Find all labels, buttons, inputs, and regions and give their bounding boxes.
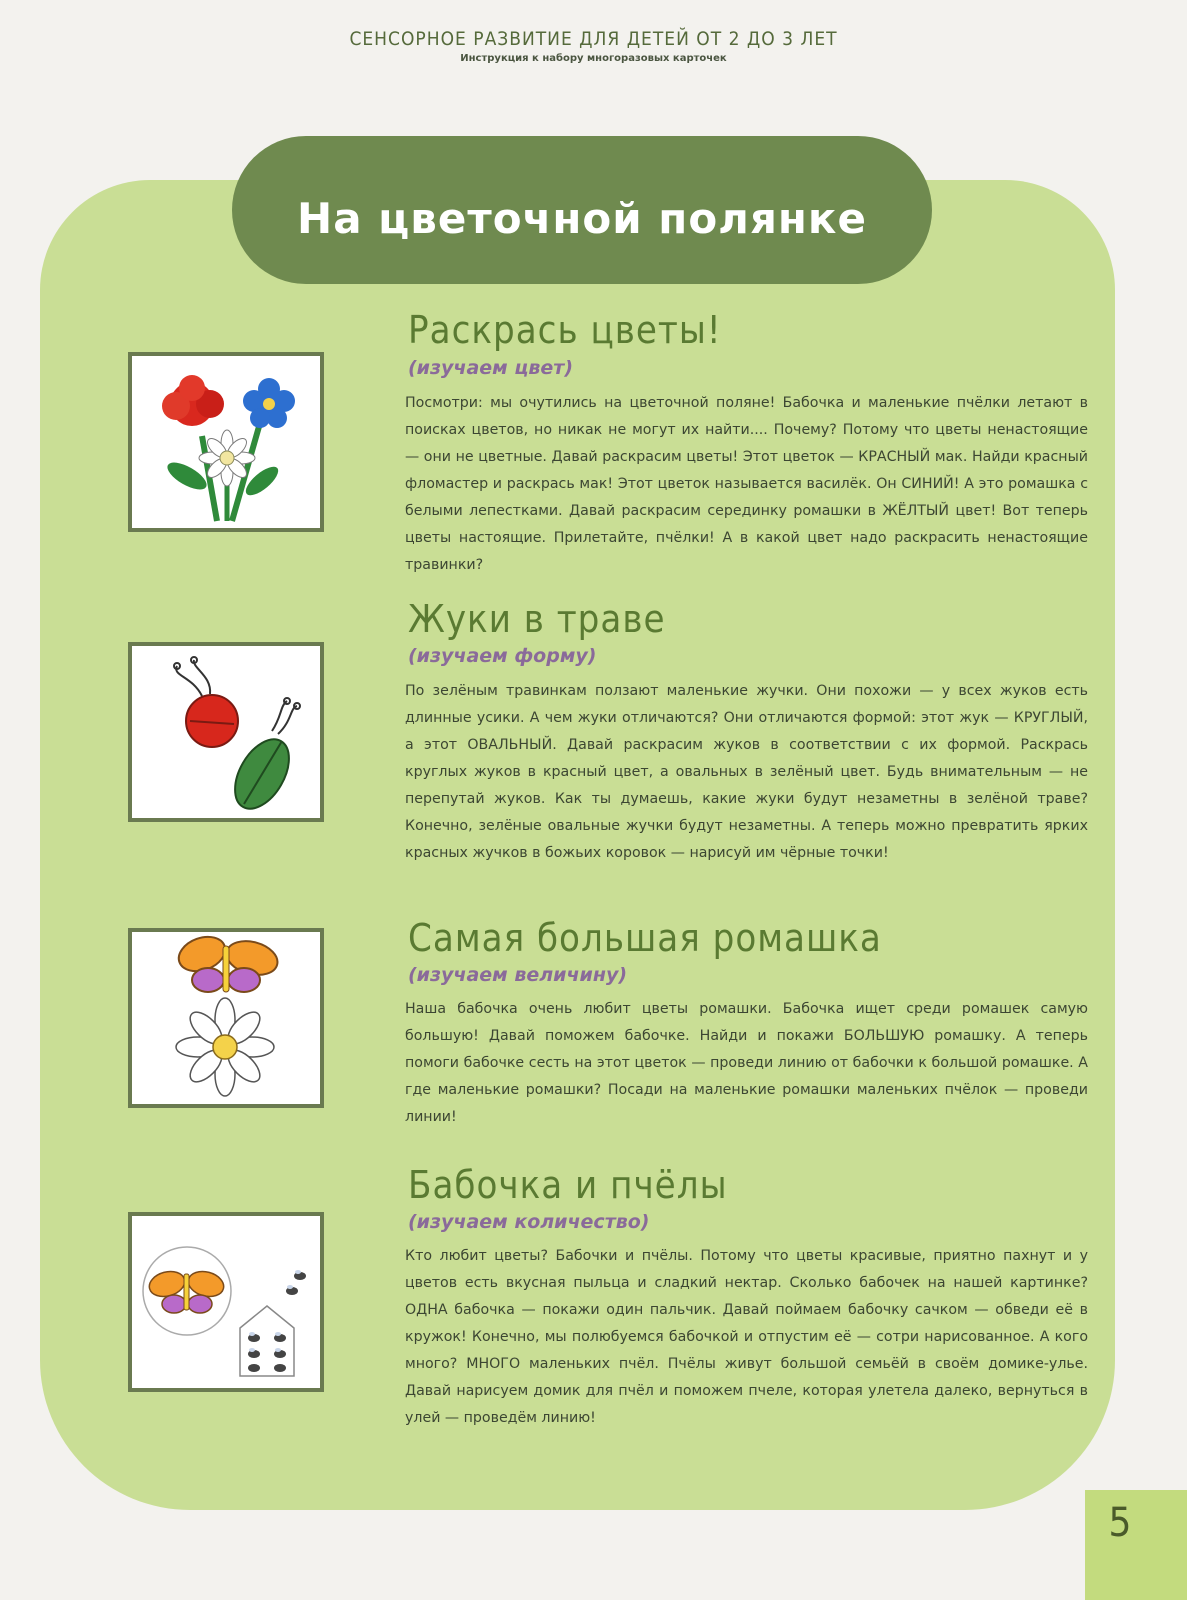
book-subtitle: Инструкция к набору многоразовых карточек [460,53,727,64]
section-body: По зелёным травинкам ползают маленькие жучки. Они похожи — у всех жуков есть длинные усики. А чем жуки отличаются? Они отличаются формой: этот жук — КРУГЛЫЙ, а этот ОВАЛЬНЫЙ. Давай раскрасим жуков в соответствии с их формой. Раскрась круглых жуков в красный цвет, а овальных в зелёный цвет. Будь внимательным — не перепутай жуков. Как ты думаешь, какие жуки будут незаметны в зелёной траве? Конечно, зелёные овальные жучки будут незаметны. А теперь можно превратить ярких красных жучков в божьих коровок — нарисуй им чёрные точки! [405,683,1088,861]
section-heading: Самая большая ромашка [408,916,882,960]
section-heading: Жуки в траве [408,597,666,641]
section-body: Посмотри: мы очутились на цветочной поляне! Бабочка и маленькие пчёлки летают в поисках цветов, но никак не могут их найти.... Почему? Потому что цветы ненастоящие — они не цветные. Давай раскрасим цветы! Этот цветок — КРАСНЫЙ мак. Найди красный фломастер и раскрась мак! Этот цветок называется василёк. Он СИНИЙ! А это ромашка с белыми лепестками. Давай раскрасим серединку ромашки в ЖЁЛТЫЙ цвет! Вот теперь цветы настоящие. Прилетайте, пчёлки! А в какой цвет надо раскрасить ненастоящие травинки? [405,395,1088,573]
section-subheading: (изучаем цвет) [408,357,574,379]
book-title: СЕНСОРНОЕ РАЗВИТИЕ ДЛЯ ДЕТЕЙ ОТ 2 ДО 3 ЛЕТ [349,28,838,50]
butterfly-bees-icon [128,1212,324,1392]
section-subheading: (изучаем форму) [408,645,597,667]
section-subheading: (изучаем величину) [408,964,628,986]
section-body: Кто любит цветы? Бабочки и пчёлы. Потому что цветы красивые, приятно пахнут и у цветов есть вкусная пыльца и сладкий нектар. Сколько бабочек на нашей картинке? ОДНА бабочка — покажи один пальчик. Давай поймаем бабочку сачком — обведи её в кружок! Конечно, мы полюбуемся бабочкой и отпустим её — сотри нарисованное. А кого много? МНОГО маленьких пчёл. Пчёлы живут большой семьёй в своём домике-улье. Давай нарисуем домик для пчёл и поможем пчеле, которая улетела далеко, вернуться в улей — проведём линию! [405,1248,1088,1426]
section-heading: Раскрась цветы! [408,308,722,352]
section-body: Наша бабочка очень любит цветы ромашки. Бабочка ищет среди ромашек самую большую! Давай поможем бабочке. Найди и покажи БОЛЬШУЮ ромашку. А теперь помоги бабочке сесть на этот цветок — проведи линию от бабочки к большой ромашке. А где маленькие ромашки? Посади на маленькие ромашки маленьких пчёлок — проведи линии! [405,1001,1088,1125]
section-heading: Бабочка и пчёлы [408,1163,728,1207]
section-subheading: (изучаем количество) [408,1211,650,1233]
beetles-icon [128,642,324,822]
title-banner [232,136,932,284]
page-title: На цветочной полянке [297,193,867,243]
page-header [0,28,1187,64]
flowers-icon [128,352,324,532]
page-number: 5 [1108,1500,1132,1546]
butterfly-daisy-icon [128,928,324,1108]
